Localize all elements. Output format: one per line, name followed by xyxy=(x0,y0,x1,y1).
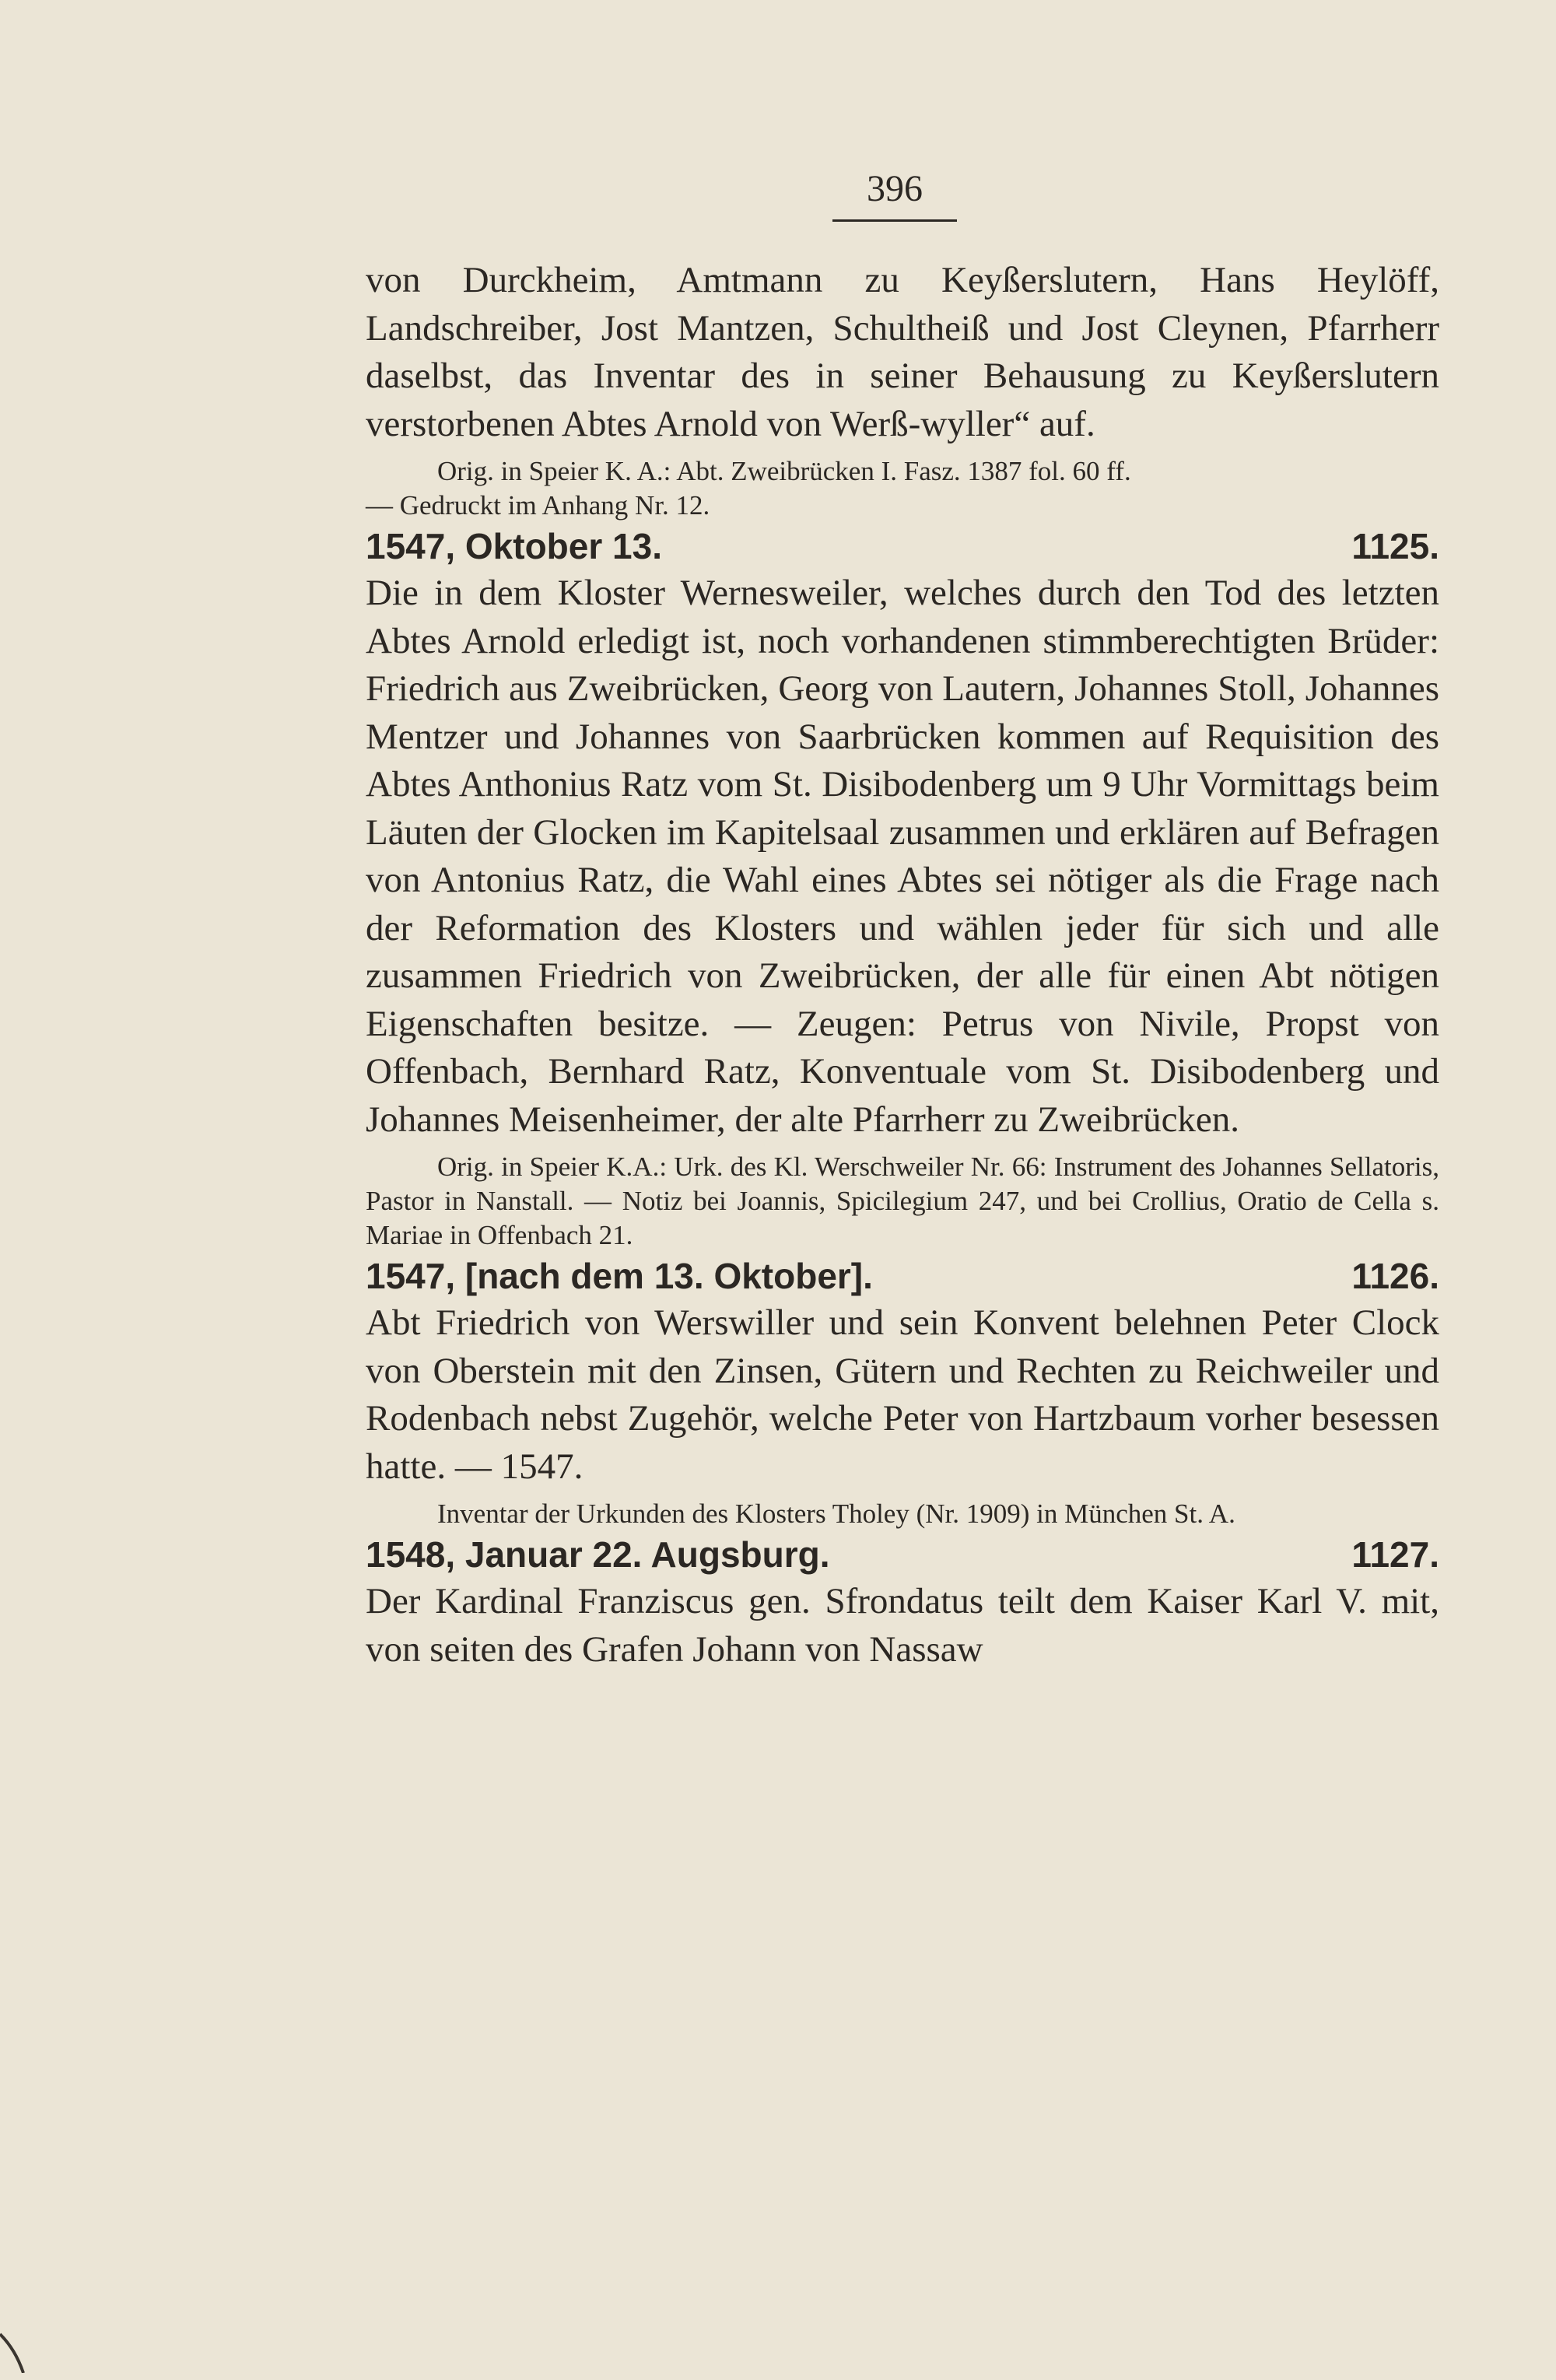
entry-number: 1126. xyxy=(1351,1256,1439,1296)
page-corner-mark xyxy=(0,2326,47,2373)
entry-source: Inventar der Urkunden des Klosters Tholey (Nr. 1909) in München St. A. xyxy=(437,1498,1235,1529)
entry-1125 xyxy=(366,523,1439,1253)
intro-source-line-1: Orig. in Speier K. A.: Abt. Zweibrücken I. Fasz. 1387 fol. 60 ff. xyxy=(437,456,1131,486)
entry-text: Abt Friedrich von Werswiller und sein Konvent belehnen Peter Clock von Oberstein mit den Zinsen, Gütern und Rechten zu Reichweiler und Rodenbach nebst Zugehör, welche Peter von Hartzbaum vorher besessen hatte. — 1547. xyxy=(366,1302,1439,1487)
intro-source xyxy=(366,454,1439,523)
intro-source-line-2: — Gedruckt im Anhang Nr. 12. xyxy=(366,490,710,521)
page-content xyxy=(366,257,1439,1674)
entry-source: Orig. in Speier K.A.: Urk. des Kl. Werschweiler Nr. 66: Instrument des Johannes Sellatoris, Pastor in Nanstall. — Notiz bei Joannis, Spicilegium 247, und bei Crollius, Oratio de Cella s. Mariae in Offenbach 21. xyxy=(366,1151,1439,1250)
entry-number: 1127. xyxy=(1351,1534,1439,1575)
intro-paragraph: von Durckheim, Amtmann zu Keyßerslutern, Hans Heylöff, Landschreiber, Jost Mantzen, Schultheiß und Jost Cleynen, Pfarrherr daselbst, das Inventar des in seiner Behausung zu Keyßerslutern verstorbenen Abtes Arnold von Werß-wyller“ auf. xyxy=(366,260,1439,444)
entry-date: 1547, Oktober 13. xyxy=(366,526,662,566)
entry-date: 1547, [nach dem 13. Oktober]. xyxy=(366,1256,873,1296)
entry-text: Der Kardinal Franziscus gen. Sfrondatus teilt dem Kaiser Karl V. mit, von seiten des Grafen Johann von Nassaw xyxy=(366,1581,1439,1670)
entry-1126 xyxy=(366,1253,1439,1531)
page-number: 396 xyxy=(867,168,923,209)
entry-date: 1548, Januar 22. Augsburg. xyxy=(366,1534,830,1575)
entry-heading xyxy=(366,1253,1439,1299)
entry-text: Die in dem Kloster Werneswеiler, welches durch den Tod des letzten Abtes Arnold erledigt ist, noch vorhandenen stimmberechtigten Brüder: Friedrich aus Zweibrücken, Georg von Lautern, Johannes Stoll, Johannes Mentzer und Johannes von Saarbrücken kommen auf Requisition des Abtes Anthonius Ratz vom St. Disibodenberg um 9 Uhr Vormittags beim Läuten der Glocken im Kapitelsaal zusammen und erklären auf Befragen von Antonius Ratz, die Wahl eines Abtes sei nötiger als die Frage nach der Reformation des Klosters und wählen jeder für sich und alle zusammen Friedrich von Zweibrücken, der alle für einen Abt nötigen Eigenschaften besitze. — Zeugen: Petrus von Nivile, Propst von Offenbach, Bernhard Ratz, Konventuale vom St. Disibodenberg und Johannes Meisenheimer, der alte Pfarrherr zu Zweibrücken. xyxy=(366,573,1439,1140)
entry-number: 1125. xyxy=(1351,526,1439,566)
page-number-rule xyxy=(832,219,957,222)
entry-heading xyxy=(366,523,1439,570)
entry-1127 xyxy=(366,1531,1439,1674)
entry-heading xyxy=(366,1531,1439,1578)
